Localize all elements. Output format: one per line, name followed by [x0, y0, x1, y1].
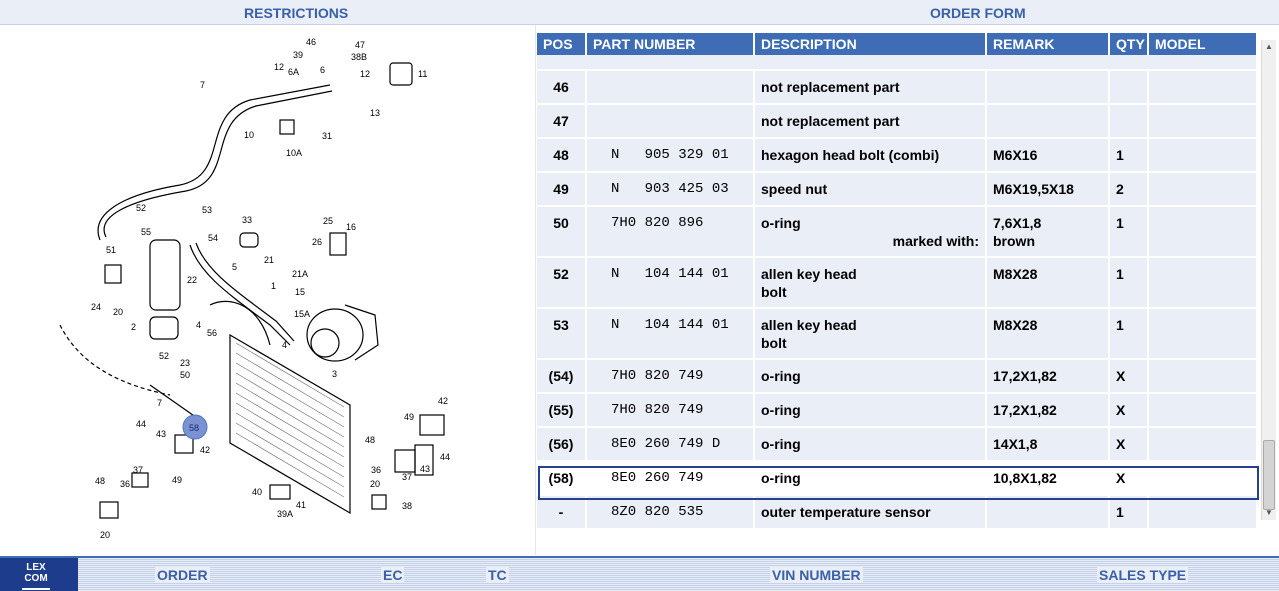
cell-pos: (55) [537, 393, 586, 427]
svg-text:39: 39 [293, 50, 304, 60]
vin-number-link[interactable]: VIN NUMBER [772, 567, 861, 583]
svg-text:51: 51 [106, 245, 117, 255]
cell-part-number: 8E0 260 749 D [586, 427, 754, 461]
cell-part-number: 7H0 820 896 [586, 206, 754, 257]
table-row[interactable] [537, 257, 1257, 308]
svg-text:42: 42 [200, 445, 211, 455]
cell-part-number: N 905 329 01 [586, 138, 754, 172]
svg-text:52: 52 [159, 351, 170, 361]
col-header-remark[interactable]: REMARK [986, 33, 1109, 55]
cell-pos: 48 [537, 138, 586, 172]
cell-description: speed nut [754, 172, 986, 206]
cell-model [1148, 138, 1257, 172]
table-row[interactable] [537, 70, 1257, 104]
order-form-tab[interactable]: ORDER FORM [930, 5, 1026, 21]
sales-type-link[interactable]: SALES TYPE [1099, 567, 1187, 583]
svg-text:21: 21 [264, 255, 275, 265]
cell-description: hexagon head bolt (combi) [754, 138, 986, 172]
svg-text:20: 20 [100, 530, 111, 540]
cell-qty: 1 [1109, 308, 1148, 359]
cell-model [1148, 104, 1257, 138]
cell-remark: 14X1,8 [986, 427, 1109, 461]
cell-pos: (56) [537, 427, 586, 461]
svg-text:50: 50 [180, 370, 191, 380]
top-bar [0, 0, 1279, 25]
svg-text:3: 3 [332, 369, 338, 379]
cell-part-number [586, 104, 754, 138]
parts-table [537, 33, 1259, 541]
svg-text:2: 2 [131, 322, 137, 332]
svg-text:12: 12 [360, 69, 371, 79]
svg-text:55: 55 [141, 227, 152, 237]
cell-remark [986, 206, 1109, 257]
cell-model [1148, 359, 1257, 393]
cell-qty: X [1109, 359, 1148, 393]
cell-description: o-ring [754, 393, 986, 427]
cell-remark: 10,8X1,82 [986, 461, 1109, 495]
svg-text:44: 44 [136, 419, 147, 429]
table-row[interactable] [537, 138, 1257, 172]
svg-text:15: 15 [295, 287, 306, 297]
cell-qty: 1 [1109, 138, 1148, 172]
tc-link[interactable]: TC [488, 567, 507, 583]
cell-qty: 1 [1109, 495, 1148, 529]
cell-description: o-ring [754, 427, 986, 461]
svg-text:25: 25 [323, 216, 334, 226]
svg-text:7: 7 [200, 80, 206, 90]
highlight-label: 58 [189, 423, 200, 433]
svg-text:41: 41 [296, 500, 307, 510]
svg-text:56: 56 [207, 328, 218, 338]
table-row[interactable] [537, 172, 1257, 206]
svg-text:16: 16 [346, 222, 357, 232]
svg-text:20: 20 [370, 479, 381, 489]
cell-model [1148, 70, 1257, 104]
cell-qty [1109, 104, 1148, 138]
cell-description [754, 257, 986, 308]
table-scrollbar[interactable] [1261, 40, 1276, 520]
cell-pos: 46 [537, 70, 586, 104]
cell-remark [986, 70, 1109, 104]
cell-model [1148, 461, 1257, 495]
svg-text:48: 48 [95, 476, 106, 486]
svg-text:21A: 21A [292, 269, 309, 279]
svg-text:37: 37 [133, 465, 144, 475]
svg-text:48: 48 [365, 435, 376, 445]
svg-text:26: 26 [312, 237, 323, 247]
svg-text:1: 1 [271, 281, 277, 291]
table-row[interactable] [537, 359, 1257, 393]
scroll-thumb[interactable] [1263, 440, 1275, 510]
svg-text:6A: 6A [288, 67, 300, 77]
svg-text:4: 4 [196, 320, 202, 330]
cell-model [1148, 495, 1257, 529]
restrictions-tab[interactable]: RESTRICTIONS [244, 5, 349, 21]
cell-remark: M6X16 [986, 138, 1109, 172]
svg-text:44: 44 [440, 452, 451, 462]
svg-text:40: 40 [252, 487, 263, 497]
col-header-qty[interactable]: QTY [1109, 33, 1148, 55]
parts-diagram [0, 25, 535, 553]
cell-qty [1109, 70, 1148, 104]
scroll-down-arrow-icon[interactable]: ▼ [1265, 508, 1273, 517]
remark-text: 7,6X1,8 [993, 215, 1042, 231]
cell-model [1148, 393, 1257, 427]
cell-part-number: N 903 425 03 [586, 172, 754, 206]
col-header-part-number[interactable]: PART NUMBER [586, 33, 754, 55]
description-text-2: bolt [761, 284, 787, 300]
svg-text:33: 33 [242, 215, 253, 225]
svg-text:10: 10 [244, 130, 255, 140]
cell-model [1148, 172, 1257, 206]
svg-text:38: 38 [402, 501, 413, 511]
svg-text:7: 7 [157, 398, 163, 408]
logo-line-1: LEX [26, 562, 46, 573]
cell-pos: (58) [537, 461, 586, 495]
cell-qty: X [1109, 393, 1148, 427]
cell-part-number: 8E0 260 749 [586, 461, 754, 495]
remark-color: brown [993, 233, 1035, 249]
svg-text:15A: 15A [294, 309, 311, 319]
svg-text:22: 22 [187, 275, 198, 285]
cell-model [1148, 206, 1257, 257]
cell-description: outer temperature sensor [754, 495, 986, 529]
lexcom-logo [0, 558, 78, 591]
marked-with-label: marked with: [892, 233, 979, 249]
cell-qty: X [1109, 461, 1148, 495]
footer-bar [0, 556, 1279, 591]
svg-text:6: 6 [320, 65, 326, 75]
table-spacer [537, 55, 1257, 70]
svg-text:4: 4 [282, 340, 288, 350]
cell-model [1148, 427, 1257, 461]
exploded-view-drawing [0, 25, 535, 553]
table-row[interactable] [537, 393, 1257, 427]
logo-line-2: COM [24, 573, 48, 584]
svg-text:49: 49 [172, 475, 183, 485]
cell-model [1148, 308, 1257, 359]
cell-pos: 52 [537, 257, 586, 308]
scroll-up-arrow-icon[interactable]: ▲ [1265, 42, 1273, 51]
cell-part-number [586, 70, 754, 104]
table-row-selected[interactable] [537, 461, 1257, 495]
ec-link[interactable]: EC [383, 567, 403, 583]
cell-pos: 50 [537, 206, 586, 257]
logo-text [22, 562, 50, 590]
svg-text:42: 42 [438, 396, 449, 406]
svg-text:5: 5 [232, 262, 238, 272]
svg-text:12: 12 [274, 62, 285, 72]
svg-text:11: 11 [418, 69, 428, 79]
col-header-description[interactable]: DESCRIPTION [754, 33, 986, 55]
table-row[interactable] [537, 104, 1257, 138]
cell-description [754, 308, 986, 359]
svg-text:49: 49 [404, 412, 415, 422]
svg-text:36: 36 [120, 479, 131, 489]
cell-part-number: 7H0 820 749 [586, 359, 754, 393]
description-text-2: bolt [761, 335, 787, 351]
cell-description: o-ring [754, 461, 986, 495]
cell-description: o-ring [754, 359, 986, 393]
cell-description [754, 206, 986, 257]
svg-text:43: 43 [156, 429, 167, 439]
cell-qty: X [1109, 427, 1148, 461]
table-header [537, 33, 1257, 55]
order-link[interactable]: ORDER [157, 567, 208, 583]
svg-text:31: 31 [322, 131, 333, 141]
cell-pos: 53 [537, 308, 586, 359]
col-header-model[interactable]: MODEL [1148, 33, 1257, 55]
cell-remark [986, 495, 1109, 529]
svg-text:43: 43 [420, 464, 431, 474]
svg-text:54: 54 [208, 233, 219, 243]
description-text: allen key head [761, 317, 857, 333]
svg-text:23: 23 [180, 358, 191, 368]
svg-text:53: 53 [202, 205, 213, 215]
cell-part-number: N 104 144 01 [586, 257, 754, 308]
table-row[interactable] [537, 427, 1257, 461]
cell-qty: 1 [1109, 257, 1148, 308]
cell-pos: 47 [537, 104, 586, 138]
table-row[interactable] [537, 206, 1257, 257]
cell-pos: 49 [537, 172, 586, 206]
cell-remark [986, 104, 1109, 138]
cell-remark: M8X28 [986, 308, 1109, 359]
cell-remark: M8X28 [986, 257, 1109, 308]
col-header-pos[interactable]: POS [537, 33, 586, 55]
svg-text:38B: 38B [351, 52, 368, 62]
cell-pos: - [537, 495, 586, 529]
svg-text:20: 20 [113, 307, 124, 317]
cell-qty: 2 [1109, 172, 1148, 206]
svg-text:13: 13 [370, 108, 381, 118]
table-row[interactable] [537, 495, 1257, 529]
cell-part-number: N 104 144 01 [586, 308, 754, 359]
svg-text:10A: 10A [286, 148, 303, 158]
cell-description: not replacement part [754, 70, 986, 104]
description-text: o-ring [761, 215, 801, 231]
cell-remark: 17,2X1,82 [986, 359, 1109, 393]
cell-description: not replacement part [754, 104, 986, 138]
svg-text:37: 37 [402, 472, 413, 482]
svg-text:36: 36 [371, 465, 382, 475]
description-text: allen key head [761, 266, 857, 282]
cell-part-number: 7H0 820 749 [586, 393, 754, 427]
svg-text:46: 46 [306, 37, 317, 47]
cell-pos: (54) [537, 359, 586, 393]
cell-qty: 1 [1109, 206, 1148, 257]
cell-part-number: 8Z0 820 535 [586, 495, 754, 529]
cell-remark: 17,2X1,82 [986, 393, 1109, 427]
cell-remark: M6X19,5X18 [986, 172, 1109, 206]
svg-text:52: 52 [136, 203, 147, 213]
table-row[interactable] [537, 308, 1257, 359]
cell-model [1148, 257, 1257, 308]
svg-text:47: 47 [355, 40, 366, 50]
svg-text:24: 24 [91, 302, 102, 312]
panel-divider [535, 25, 536, 555]
svg-text:39A: 39A [277, 509, 294, 519]
